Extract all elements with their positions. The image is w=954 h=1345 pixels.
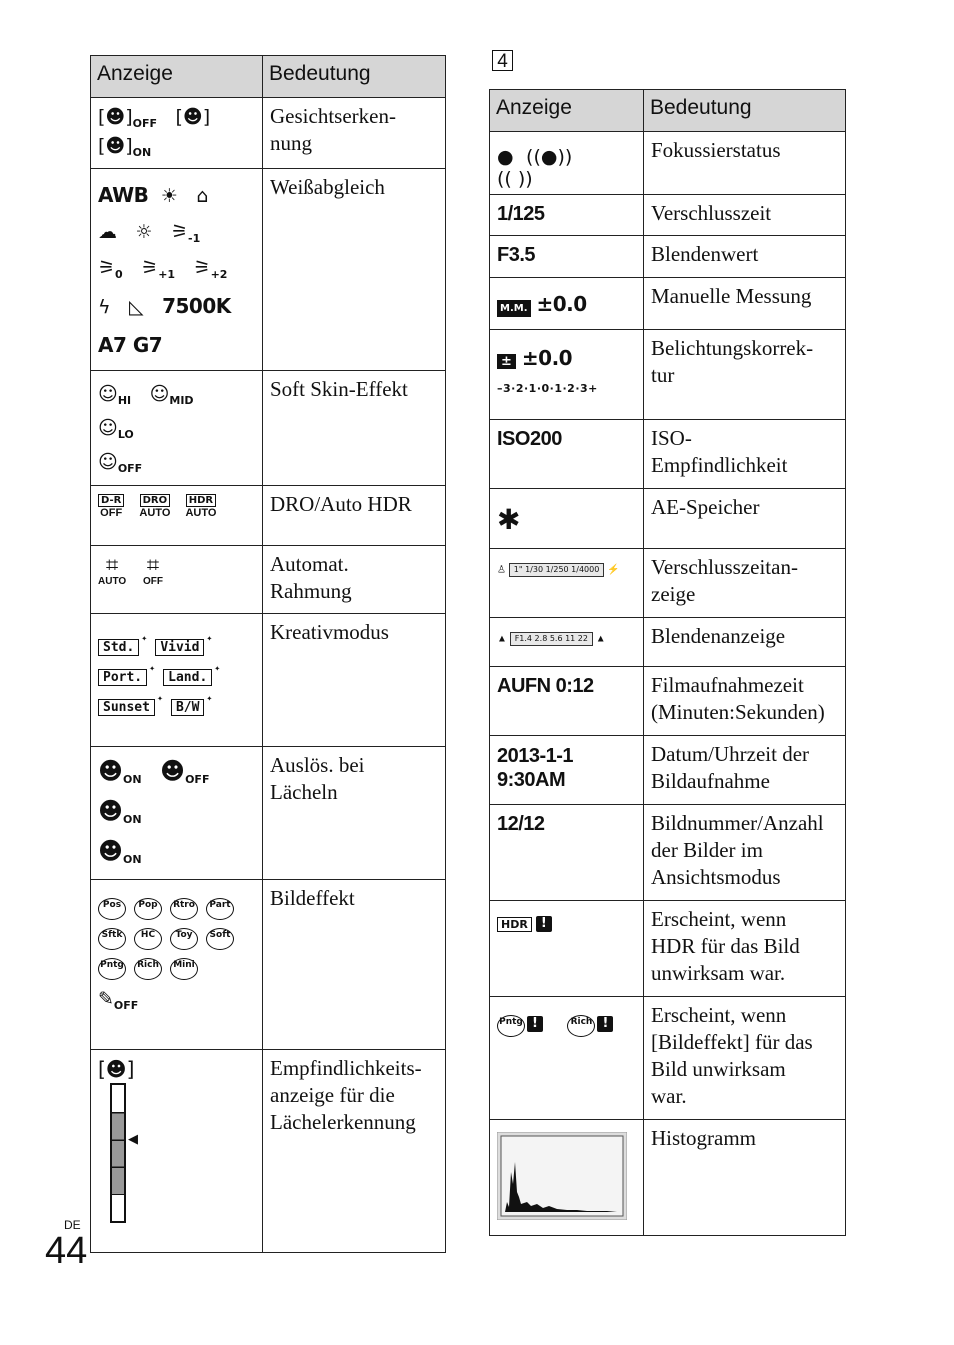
warning-icon: ! (527, 1016, 543, 1032)
fluorescent-minus1-icon: $⚞_{-1}$ (170, 221, 201, 245)
color-filter-value: A7 G7 (98, 333, 163, 357)
auto-framing-off-icon: ⌗ OFF (142, 552, 163, 587)
meaning-picture-effect: Bildeffekt (263, 880, 446, 1050)
meaning-creative-style: Kreativmodus (263, 614, 446, 747)
aperture-value: F3.5 (490, 236, 644, 278)
table-row (490, 132, 846, 195)
hdr-auto-icon: HDR AUTO (185, 495, 217, 519)
white-balance-icons (91, 169, 263, 371)
effect-soft-focus-icon: Soft (206, 928, 234, 950)
table-row (91, 169, 446, 371)
face-detect-off-icon: $[☻]_{OFF}$ (98, 106, 158, 130)
meaning-recording-date: Datum/Uhrzeit der Bildaufnahme (644, 736, 846, 805)
meaning-metered-manual: Manuelle Messung (644, 278, 846, 330)
table-row (490, 618, 846, 667)
shade-icon: ⌂ (196, 185, 209, 207)
header-meaning: Bedeutung (263, 56, 446, 98)
fluorescent-plus1-icon: $⚞_{+1}$ (141, 257, 176, 281)
effect-partial-icon: Part (206, 898, 234, 920)
incandescent-icon: ☼ (135, 221, 153, 243)
picture-effect-icons (91, 880, 263, 1050)
effect-retro-icon: Rtro (170, 898, 198, 920)
focus-continuous-icon: ((●)) (526, 146, 573, 168)
shutter-speed-indicator-cell (490, 549, 644, 618)
fluorescent-plus2-icon: $⚞_{+2}$ (193, 257, 228, 281)
meaning-picture-effect-warning: Erscheint, wenn [Bildeffekt] für das Bild unwirksam war. (644, 997, 846, 1120)
smile-sensitivity-cell (91, 1050, 263, 1253)
right-indicator-table (489, 89, 846, 1236)
dro-auto-icon: DRO AUTO (139, 495, 171, 519)
table-row (490, 278, 846, 330)
soft-skin-lo-icon: $☺_{LO}$ (98, 417, 134, 441)
meaning-smile-shutter: Auslös. bei Lächeln (263, 747, 446, 880)
dro-hdr-icons (91, 486, 263, 546)
creative-bw-icon: B/W ✦ (171, 699, 204, 716)
custom-wb-icon: ◺ (129, 296, 144, 318)
effect-toy-icon: Toy (170, 928, 198, 950)
effect-rich-bw-icon: Rich (134, 958, 162, 980)
smile-off-icon: $☻_{OFF}$ (160, 757, 210, 786)
shallow-dof-icon: ▲ (497, 633, 507, 645)
shutter-speed-bar: 1" 1/30 1/250 1/4000 (509, 563, 605, 577)
iso-value: ISO200 (490, 420, 644, 489)
daylight-icon: ☀ (160, 185, 178, 207)
dro-off-icon: D-R OFF (98, 494, 124, 520)
meaning-focus-status: Fokussierstatus (644, 132, 846, 195)
creative-portrait-icon: Port. ✦ (98, 669, 147, 686)
creative-vivid-icon: Vivid ✦ (155, 639, 204, 656)
meaning-face-detection: Gesichtserken- nung (263, 98, 446, 169)
creative-style-icons (91, 614, 263, 747)
smile-on-icon: $☻_{ON}$ (98, 757, 142, 786)
page-number: 44 (45, 1230, 88, 1272)
exposure-scale: –3·2·1·0·1·2·3+ (497, 382, 598, 395)
table-row (490, 997, 846, 1120)
meaning-shutter-speed: Verschlusszeit (644, 195, 846, 236)
soft-skin-icons (91, 371, 263, 486)
fluorescent-0-icon: $⚞_0$ (98, 257, 123, 281)
table-row (490, 736, 846, 805)
meaning-smile-sensitivity: Empfindlichkeits- anzeige für die Lächelerkennung (263, 1050, 446, 1253)
meaning-aperture-indicator: Blendenanzeige (644, 618, 846, 667)
creative-std-icon: Std. ✦ (98, 639, 139, 656)
effect-soft-high-key-icon: Sftk (98, 928, 126, 950)
section-marker: 4 (492, 50, 513, 71)
table-row (490, 1120, 846, 1236)
table-row (490, 489, 846, 549)
table-row (91, 371, 446, 486)
page-language-label: DE (64, 1218, 81, 1232)
meaning-image-number: Bildnummer/Anzahl der Bilder im Ansichtsmodus (644, 805, 846, 901)
meaning-iso: ISO- Empfindlichkeit (644, 420, 846, 489)
effect-pop-icon: Pop (134, 898, 162, 920)
table-row (490, 805, 846, 901)
focus-status-icons (490, 132, 644, 195)
table-row (490, 549, 846, 618)
table-row (490, 420, 846, 489)
table-row (91, 486, 446, 546)
smile-sensitivity-icon: [☻] (98, 1057, 135, 1081)
meaning-shutter-speed-indicator: Verschlusszeitan- zeige (644, 549, 846, 618)
aperture-indicator-cell (490, 618, 644, 667)
meaning-ae-lock: AE-Speicher (644, 489, 846, 549)
rich-bw-effect-icon: Rich (567, 1015, 595, 1037)
meaning-exposure-compensation: Belichtungskorrek- tur (644, 330, 846, 420)
table-header-row (91, 56, 446, 98)
table-row (490, 195, 846, 236)
left-indicator-table (90, 55, 446, 1253)
effect-pos-icon: Pos (98, 898, 126, 920)
cloudy-icon: ☁ (98, 221, 117, 243)
kelvin-value: 7500K (162, 294, 231, 318)
hdr-icon: HDR (497, 917, 532, 932)
meaning-white-balance: Weißabgleich (263, 169, 446, 371)
auto-framing-icons (91, 546, 263, 614)
focus-searching-icon: (( )) (497, 168, 533, 190)
table-row (490, 236, 846, 278)
soft-skin-hi-icon: $☺_{HI}$ (98, 383, 132, 407)
table-row (91, 98, 446, 169)
table-row (91, 546, 446, 614)
meaning-movie-recording-time: Filmaufnahmezeit (Minuten:Sekunden) (644, 667, 846, 736)
focus-locked-icon: ● (497, 146, 514, 168)
flash-wb-icon: ϟ (98, 296, 111, 318)
table-row (91, 880, 446, 1050)
shutter-speed-value: 1/125 (490, 195, 644, 236)
auto-framing-auto-icon: ⌗ AUTO (98, 552, 127, 587)
effect-hc-bw-icon: HC (134, 928, 162, 950)
warning-icon: ! (536, 916, 552, 932)
table-row (91, 1050, 446, 1253)
exposure-compensation-value: ±0.0 (521, 346, 573, 370)
ae-lock-icon: ✱ (490, 489, 644, 549)
table-row (91, 614, 446, 747)
deep-dof-icon: ▲ (595, 633, 606, 645)
warning-icon: ! (597, 1016, 613, 1032)
metered-manual-cell (490, 278, 644, 330)
table-row (490, 667, 846, 736)
table-row (91, 747, 446, 880)
table-row (490, 330, 846, 420)
meter-pointer-icon: ◀ (128, 1131, 138, 1146)
metered-manual-icon: M.M. (497, 300, 531, 317)
hdr-warning-cell (490, 901, 644, 997)
image-number: 12/12 (490, 805, 644, 901)
painting-effect-icon: Pntg (497, 1015, 525, 1037)
recording-date-time: 2013-1-1 9:30AM (490, 736, 644, 805)
meaning-aperture: Blendenwert (644, 236, 846, 278)
creative-landscape-icon: Land. ✦ (163, 669, 212, 686)
aperture-bar: F1.4 2.8 5.6 11 22 (510, 632, 593, 646)
picture-effect-warning-cell (490, 997, 644, 1120)
creative-sunset-icon: Sunset ✦ (98, 699, 155, 716)
metered-manual-value: ±0.0 (536, 292, 587, 316)
table-row (490, 901, 846, 997)
smile-sensitivity-meter (110, 1083, 138, 1223)
effect-miniature-icon: Mini (170, 958, 198, 980)
header-meaning: Bedeutung (644, 90, 846, 132)
face-detect-registered-icon: [☻] (175, 106, 211, 128)
histogram-graphic (497, 1132, 627, 1220)
exposure-compensation-cell (490, 330, 644, 420)
effect-off-icon: $✎_{OFF}$ (98, 988, 139, 1012)
smile-on-icon: $☻_{ON}$ (98, 797, 142, 826)
meaning-auto-framing: Automat. Rahmung (263, 546, 446, 614)
movie-recording-time: AUFN 0:12 (490, 667, 644, 736)
smile-shutter-icons (91, 747, 263, 880)
header-indicator: Anzeige (91, 56, 263, 98)
soft-skin-off-icon: $☺_{OFF}$ (98, 451, 143, 475)
histogram-cell (490, 1120, 644, 1236)
meaning-hdr-warning: Erscheint, wenn HDR für das Bild unwirksam war. (644, 901, 846, 997)
meaning-soft-skin: Soft Skin-Effekt (263, 371, 446, 486)
face-detect-on-icon: $[☻]_{ON}$ (98, 135, 152, 159)
face-detection-icons (91, 98, 263, 169)
person-icon: ♙ (497, 564, 506, 576)
running-icon: ⚡ (607, 564, 620, 576)
meaning-histogram: Histogramm (644, 1120, 846, 1236)
table-header-row (490, 90, 846, 132)
awb-icon: AWB (98, 183, 149, 207)
smile-on-icon: $☻_{ON}$ (98, 837, 142, 866)
soft-skin-mid-icon: $☺_{MID}$ (149, 383, 194, 407)
header-indicator: Anzeige (490, 90, 644, 132)
exposure-compensation-icon: ± (497, 354, 516, 369)
meaning-dro-hdr: DRO/Auto HDR (263, 486, 446, 546)
effect-painting-icon: Pntg (98, 958, 126, 980)
